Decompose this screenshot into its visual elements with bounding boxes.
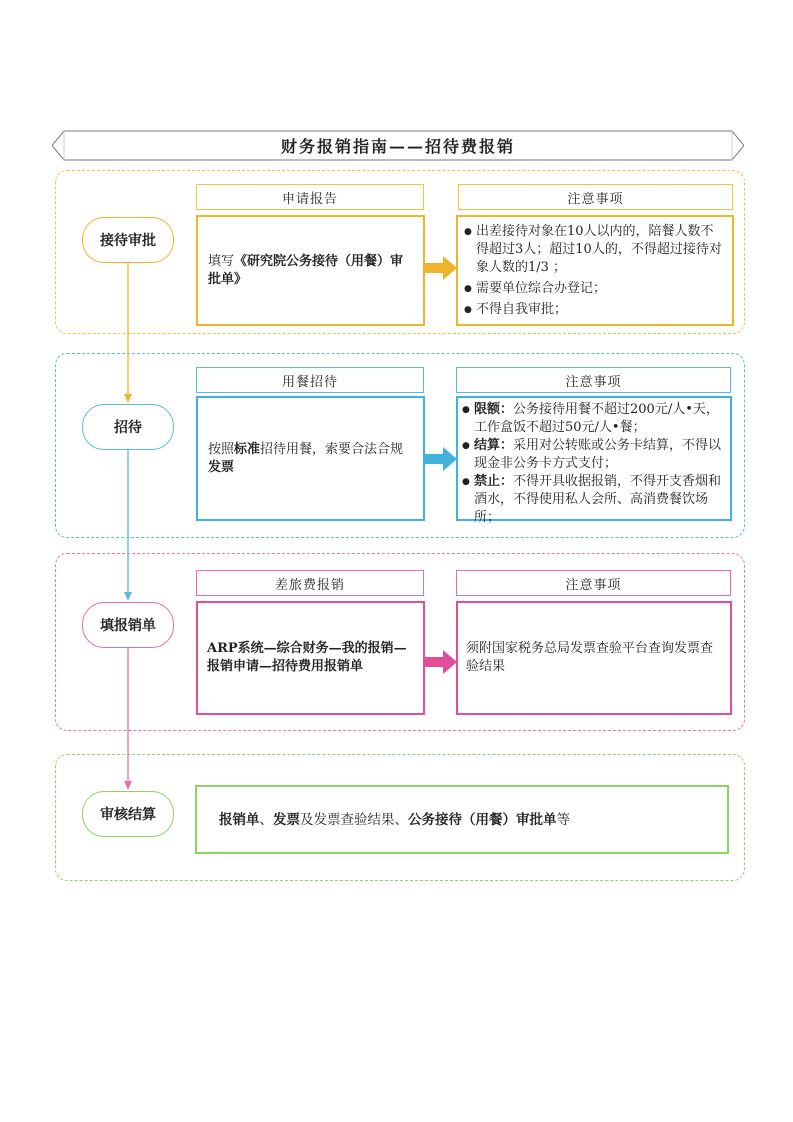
header-travel-reimbursement: 差旅费报销	[196, 570, 424, 596]
note-label: 限额：	[474, 402, 514, 417]
arrow-right-icon	[425, 447, 457, 471]
header-notes-3: 注意事项	[456, 570, 731, 596]
arrow-right-icon	[425, 256, 457, 280]
text-span: 招待用餐，索要合法合规	[260, 441, 404, 457]
note-text: 不得开具收据报销，不得开支香烟和酒水，不得使用私人会所、高消费餐饮场所；	[474, 474, 722, 525]
approval-form-name: 《研究院公务接待（用餐）审批单》	[208, 253, 404, 287]
page-title: 财务报销指南——招待费报销	[280, 137, 515, 156]
doc-approval-form: 公务接待（用餐）审批单	[408, 811, 557, 828]
connector-3-4	[124, 648, 132, 790]
arrow-right-icon	[425, 650, 457, 674]
step-audit: 审核结算	[82, 791, 174, 837]
step-fill-form: 填报销单	[82, 602, 174, 648]
note-item: ● 需要单位综合办登记；	[476, 280, 726, 298]
header-application-report: 申请报告	[196, 184, 424, 210]
text-span: 及发票查验结果、	[300, 811, 408, 828]
step-approval: 接待审批	[82, 217, 174, 263]
doc-reimbursement-form: 报销单	[219, 811, 260, 828]
system-path-text: ARP系统—综合财务—我的报销—报销申请—招待费用报销单	[207, 641, 407, 674]
header-notes-1: 注意事项	[458, 184, 733, 210]
header-notes-2: 注意事项	[456, 367, 731, 393]
note-text: 采用对公转账或公务卡结算，不得以现金非公务卡方式支付；	[474, 438, 722, 471]
header-meal-hospitality: 用餐招待	[196, 367, 424, 393]
connector-2-3	[124, 450, 132, 601]
note-text: 须附国家税务总局发票查验平台查询发票查验结果	[466, 641, 714, 674]
connector-1-2	[124, 263, 132, 403]
text-span: 等	[556, 811, 570, 828]
note-item: ● 不得自我审批；	[476, 301, 726, 319]
note-label: 结算：	[474, 438, 514, 453]
step-hospitality: 招待	[82, 404, 174, 450]
text-span: 、	[259, 811, 273, 828]
text-bold-standard: 标准	[234, 441, 261, 457]
doc-invoice: 发票	[273, 811, 300, 828]
note-item: ● 出差接待对象在10人以内的，陪餐人数不得超过3人；超过10人的，不得超过接待对象人数的1/3 ；	[476, 223, 726, 277]
text-span: 按照	[208, 441, 235, 457]
note-text: 公务接待用餐不超过200元/人•天，工作盒饭不超过50元/人•餐；	[474, 402, 719, 435]
note-label: 禁止：	[474, 474, 514, 489]
text-bold-invoice: 发票	[208, 459, 235, 475]
instruction-prefix: 填写	[208, 253, 235, 269]
